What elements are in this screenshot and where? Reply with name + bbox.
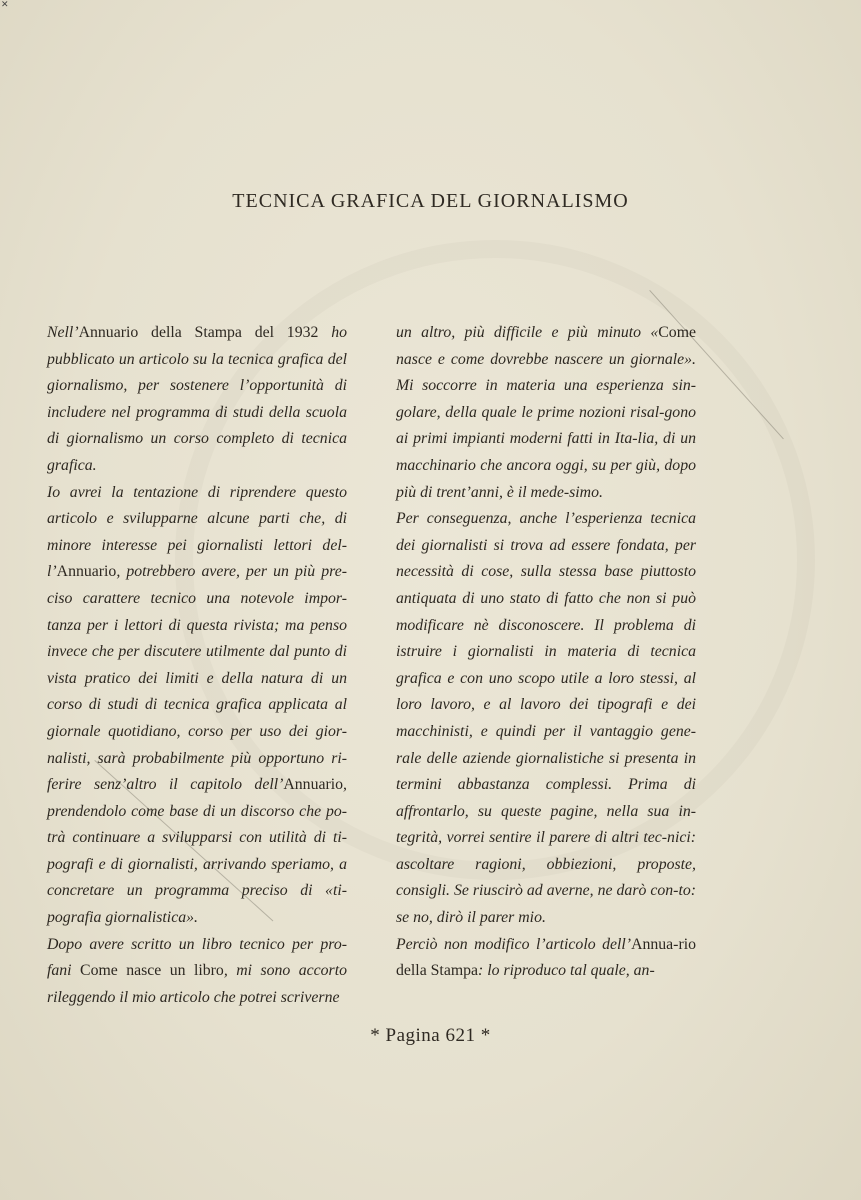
text-run: Annua-rio della Stampa [396, 935, 696, 980]
text-run: , mi sono accorto rileggendo il mio articolo che potrei scriverne [47, 962, 347, 1006]
paragraph [47, 480, 347, 932]
text-run: un altro, più difficile e più minuto « [396, 324, 659, 341]
text-run: Io avrei la tentazione di riprendere questo articolo e svilupparne alcune parti che, di minore interesse pei giornalisti lettori del-l’ [47, 483, 347, 581]
left-column [47, 320, 347, 1011]
paragraph [396, 506, 696, 932]
text-run: , potrebbero avere, per un più pre-ciso carattere tecnico una notevole impor-tanza per i lettori di questa rivista; ma penso invece che per discutere utilmente dal punto di vista pratico dei limiti e della natura di un corso di studi di tecnica grafica applicata al giornale quotidiano, corso per uso dei gior-nalisti, sarà probabilmente più opportuno ri-ferire senz’altro il capitolo dell’ [47, 563, 347, 794]
text-run: : lo riproduco tal quale, an- [478, 962, 655, 980]
article-title: TECNICA GRAFICA DEL GIORNALISMO [232, 190, 629, 212]
right-column [396, 320, 696, 985]
text-run: Per conseguenza, anche l’esperienza tecnica dei giornalisti si trova ad essere fondata, per necessità di cose, sulla stessa base piuttosto antiquata di uno stato di fatto che non si può modificare nè disconoscere. Il problema di istruire i giornalisti in materia di tecnica grafica e con uno scopo utile a loro stessi, al loro lavoro, e al lavoro dei tipografi e dei macchinisti, e quindi per il vantaggio gene-rale delle aziende giornalistiche si presenta in termini abbastanza complessi. Prima di affrontarlo, su queste pagine, nella sua in-tegrità, vorrei sentire il parere di altri tec-nici: ascoltare ragioni, obbiezioni, proposte, consigli. Se riuscirò ad averne, ne darò con-to: se no, dirò il parer mio. [396, 510, 696, 927]
paragraph [47, 320, 347, 480]
page-number: * Pagina 621 * [370, 1025, 491, 1046]
text-run: , prendendolo come base di un discorso che po-trà continuare a svilupparsi con utilità di ti-pografi e di giornalisti, arrivando speriamo, a concretare un programma preciso di «ti-pografia giornalistica». [47, 776, 347, 927]
text-run: Annuario [56, 563, 117, 581]
paragraph [396, 932, 696, 985]
text-run: Annuario [283, 776, 344, 794]
text-run: Perciò non modifico l’articolo dell’ [396, 935, 632, 953]
text-run: nasce e come dovrebbe nascere un giornale». Mi soccorre in materia una esperienza sin-golare, della quale le prime nozioni risal-gono ai primi impianti moderni fatti in Ita-lia, di un macchinario che ancora oggi, su per giù, dopo più di trent’anni, è il mede-simo. [396, 350, 696, 501]
text-run: Nell’ [47, 324, 79, 341]
corner-mark-icon: ✕ [1, 0, 9, 10]
paragraph [396, 320, 696, 506]
text-run: Annuario della Stampa del 1932 [78, 324, 319, 341]
paragraph [47, 932, 347, 1012]
text-run: Come [658, 324, 696, 341]
text-run: Dopo avere scritto un libro tecnico per pro-fani [47, 935, 347, 980]
text-run: Come nasce un libro [80, 962, 224, 980]
text-run: ho pubblicato un articolo su la tecnica grafica del giornalismo, per sostenere l’opportunità di includere nel programma di studi della scuola di giornalismo un corso completo di tecnica grafica. [47, 324, 347, 474]
